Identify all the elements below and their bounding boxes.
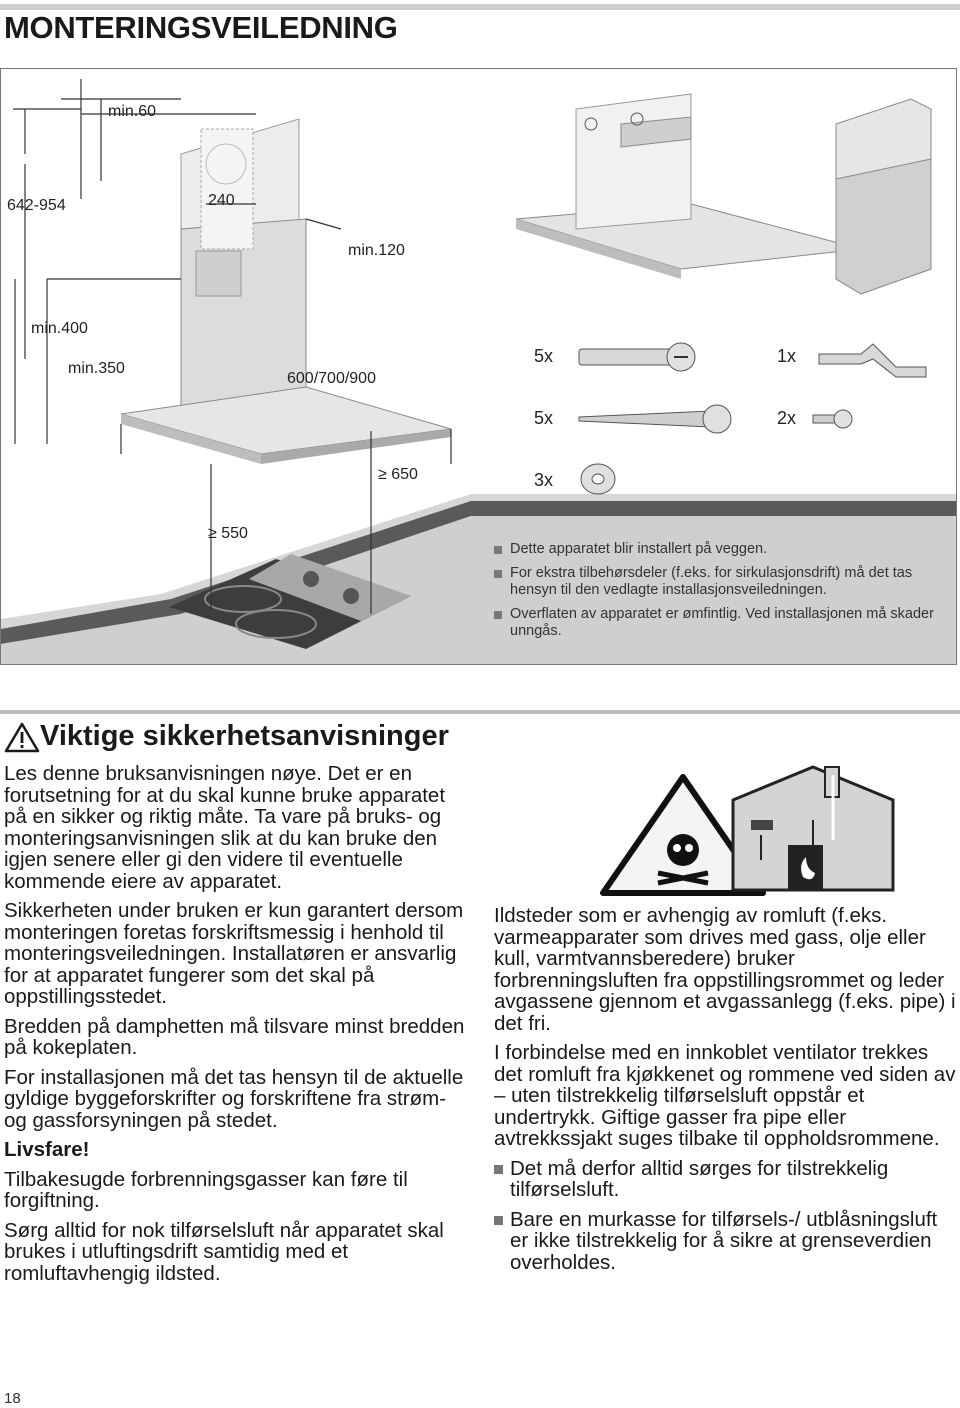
bullet-icon: [494, 570, 502, 578]
list-item: Bare en murkasse for tilførsels-/ utblåsningsluft er ikke tilstrekkelig for å sikre at grenseverdien overholdes.: [494, 1209, 956, 1274]
bullet-icon: [494, 1216, 503, 1225]
safety-left-column: [4, 763, 470, 1292]
page-number: 18: [4, 1390, 21, 1407]
dim-642-954: 642-954: [7, 197, 66, 214]
dim-min350: min.350: [68, 360, 125, 377]
safety-bullets: [494, 1158, 956, 1274]
paragraph: Bredden på damphetten må tilsvare minst bredden på kokeplaten.: [4, 1014, 465, 1059]
paragraph: Sikkerheten under bruken er kun garantert dersom monteringen foretas forskriftsmessig i henhold til monteringsveiledningen. Installatøren er ansvarlig for at apparatet fungerer som det skal på oppstillingsstedet.: [4, 899, 464, 1008]
list-item: Overflaten av apparatet er ømfintlig. Ved installasjonen må skader unngås.: [494, 606, 954, 640]
warning-icon: [4, 721, 40, 753]
installation-notes: [494, 541, 954, 647]
paragraph: For installasjonen må det tas hensyn til de aktuelle gyldige byggeforskrifter og forskriftene fra strøm- og gassforsyningen på stedet.: [4, 1065, 464, 1132]
dim-240: 240: [208, 192, 235, 209]
bracket-icon: [819, 344, 926, 377]
part-qty-bracket: 1x: [777, 346, 797, 366]
paragraph: Ildsteder som er avhengig av romluft (f.eks. varmeapparater som drives med gass, olje eller kull, varmtvannsberedere) bruker forbrenningsluften fra oppstillingsrommet og leder avgassene gjennom et avgassanlegg (f.eks. pipe) i det fri.: [494, 904, 956, 1035]
dim-min60: min.60: [108, 103, 157, 120]
bullet-icon: [494, 546, 502, 554]
wall-plug-icon: [579, 343, 695, 371]
bullet-icon: [494, 611, 502, 619]
dim-550: ≥ 550: [208, 525, 248, 542]
danger-title: Livsfare!: [4, 1138, 90, 1161]
dim-min120: min.120: [348, 242, 405, 259]
small-screw-icon: [813, 410, 852, 428]
list-item: Det må derfor alltid sørges for tilstrekkelig tilførselsluft.: [494, 1158, 956, 1201]
list-item: For ekstra tilbehørsdeler (f.eks. for sirkulasjonsdrift) må det tas hensyn til den vedlagte installasjonsveiledningen.: [494, 565, 954, 599]
dim-650: ≥ 650: [378, 466, 418, 483]
paragraph: Sørg alltid for nok tilførselsluft når apparatet skal brukes i utluftingsdrift samtidig med et romluftavhengig ildsted.: [4, 1218, 444, 1285]
part-qty-small-screw: 2x: [777, 408, 797, 428]
paragraph: I forbindelse med en innkoblet ventilator trekkes det romluft fra kjøkkenet og rommene ved siden av – uten tilstrekkelig tilførselsluft oppstår et undertrykk. Giftige gasser fra pipe eller avtrekkssjakt suges tilbake til oppholdsrommene.: [494, 1041, 956, 1150]
dim-600-700-900: 600/700/900: [287, 370, 376, 387]
paragraph: Tilbakesugde forbrenningsgasser kan føre til forgiftning.: [4, 1167, 408, 1212]
part-qty-washer: 3x: [534, 470, 554, 490]
washer-icon: [581, 464, 615, 494]
dim-min400: min.400: [31, 320, 88, 337]
part-qty-wall-plug: 5x: [534, 346, 554, 366]
list-item: Dette apparatet blir installert på veggen.: [494, 541, 954, 558]
section-heading: Viktige sikkerhetsanvisninger: [4, 720, 449, 753]
paragraph: Les denne bruksanvisningen nøye. Det er en forutsetning for at du skal kunne bruke apparatet på en sikker og riktig måte. Ta vare på bruks- og monteringsanvisningen slik at du kan bruke den igjen senere eller gi den videre til eventuelle kommende eiere av apparatet.: [4, 762, 446, 893]
screw-icon: [579, 405, 731, 433]
page-title: MONTERINGSVEILEDNING: [4, 10, 398, 45]
section-divider: [0, 710, 960, 714]
bullet-icon: [494, 1165, 503, 1174]
poison-warning-illustration: [593, 765, 955, 900]
safety-right-column: [494, 905, 956, 1281]
part-qty-screw: 5x: [534, 408, 554, 428]
